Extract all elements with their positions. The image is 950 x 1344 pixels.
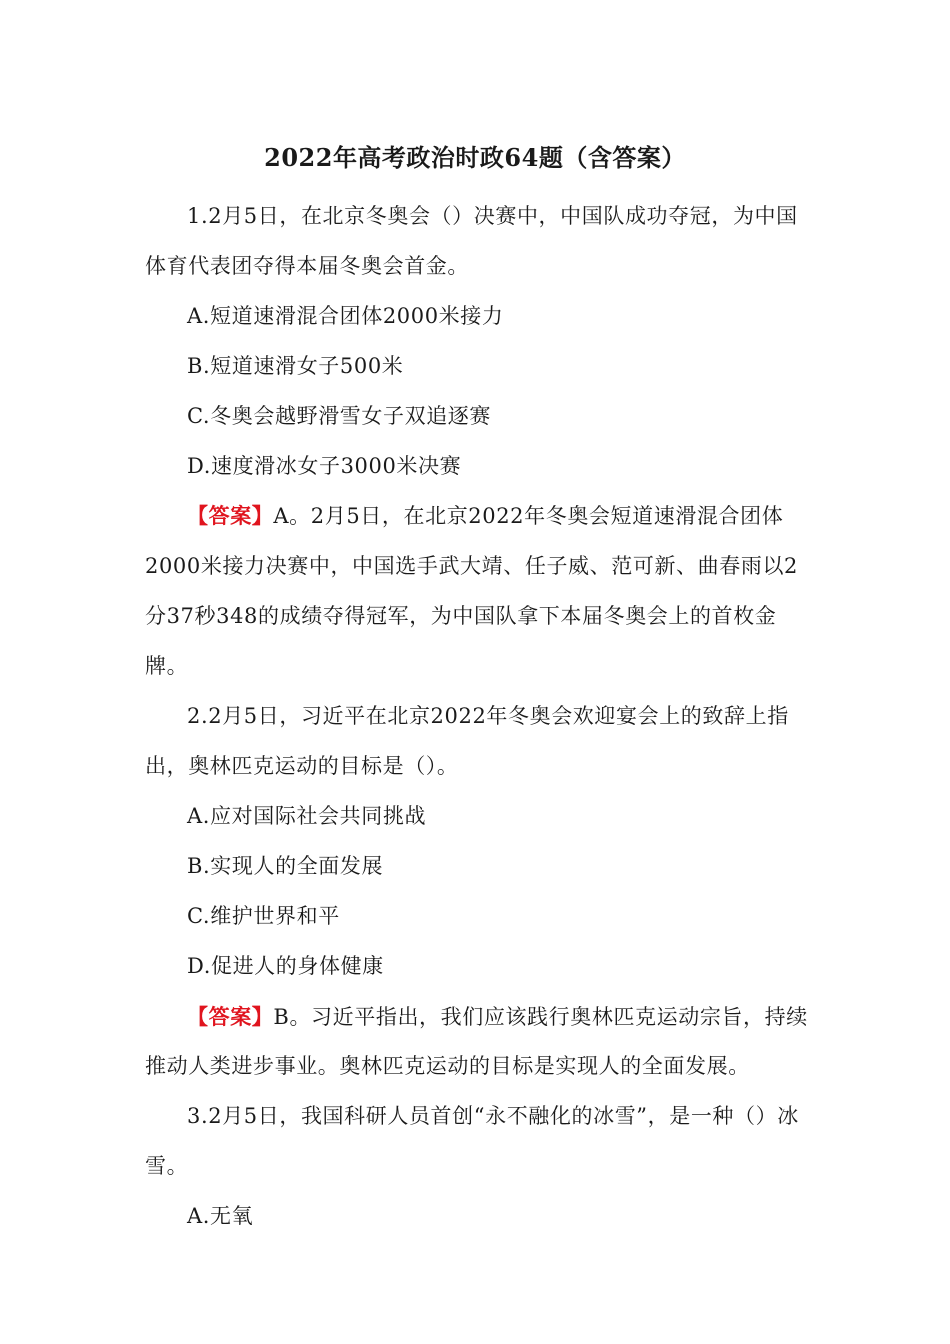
question-option: D.速度滑冰女子3000米决赛 bbox=[187, 453, 462, 478]
question-option: A.应对国际社会共同挑战 bbox=[187, 803, 427, 828]
question-option: C.冬奥会越野滑雪女子双追逐赛 bbox=[187, 403, 491, 428]
document-title: 2022年高考政治时政64题（含答案） bbox=[264, 143, 686, 172]
question-option: B.短道速滑女子500米 bbox=[187, 353, 404, 378]
answer-tag: 【答案】 bbox=[187, 503, 274, 529]
question-stem: 2.2月5日，习近平在北京2022年冬奥会欢迎宴会上的致辞上指出，奥林匹克运动的目标是（）。 bbox=[145, 704, 789, 778]
question-option: D.促进人的身体健康 bbox=[187, 953, 384, 978]
question-option: A.无氧 bbox=[187, 1204, 254, 1229]
question-stem: 3.2月5日，我国科研人员首创“永不融化的冰雪”，是一种（）冰雪。 bbox=[145, 1104, 799, 1179]
question-option: B.实现人的全面发展 bbox=[187, 853, 384, 878]
question-stem: 1.2月5日，在北京冬奥会（）决赛中，中国队成功夺冠，为中国体育代表团夺得本届冬奥会首金。 bbox=[145, 204, 798, 278]
answer-paragraph bbox=[145, 992, 810, 1093]
answer-tag: 【答案】 bbox=[187, 1003, 274, 1029]
document-body bbox=[145, 192, 810, 1242]
answer-text: A。2月5日，在北京2022年冬奥会短道速滑混合团体2000米接力决赛中，中国选手武大靖、任子威、范可新、曲春雨以2分37秒348的成绩夺得冠军，为中国队拿下本届冬奥会上的首枚金牌。 bbox=[145, 504, 799, 679]
answer-text: B。习近平指出，我们应该践行奥林匹克运动宗旨，持续推动人类进步事业。奥林匹克运动的目标是实现人的全面发展。 bbox=[145, 1004, 808, 1079]
question-option: A.短道速滑混合团体2000米接力 bbox=[187, 303, 504, 328]
question-option: C.维护世界和平 bbox=[187, 903, 340, 928]
answer-paragraph bbox=[145, 491, 810, 692]
